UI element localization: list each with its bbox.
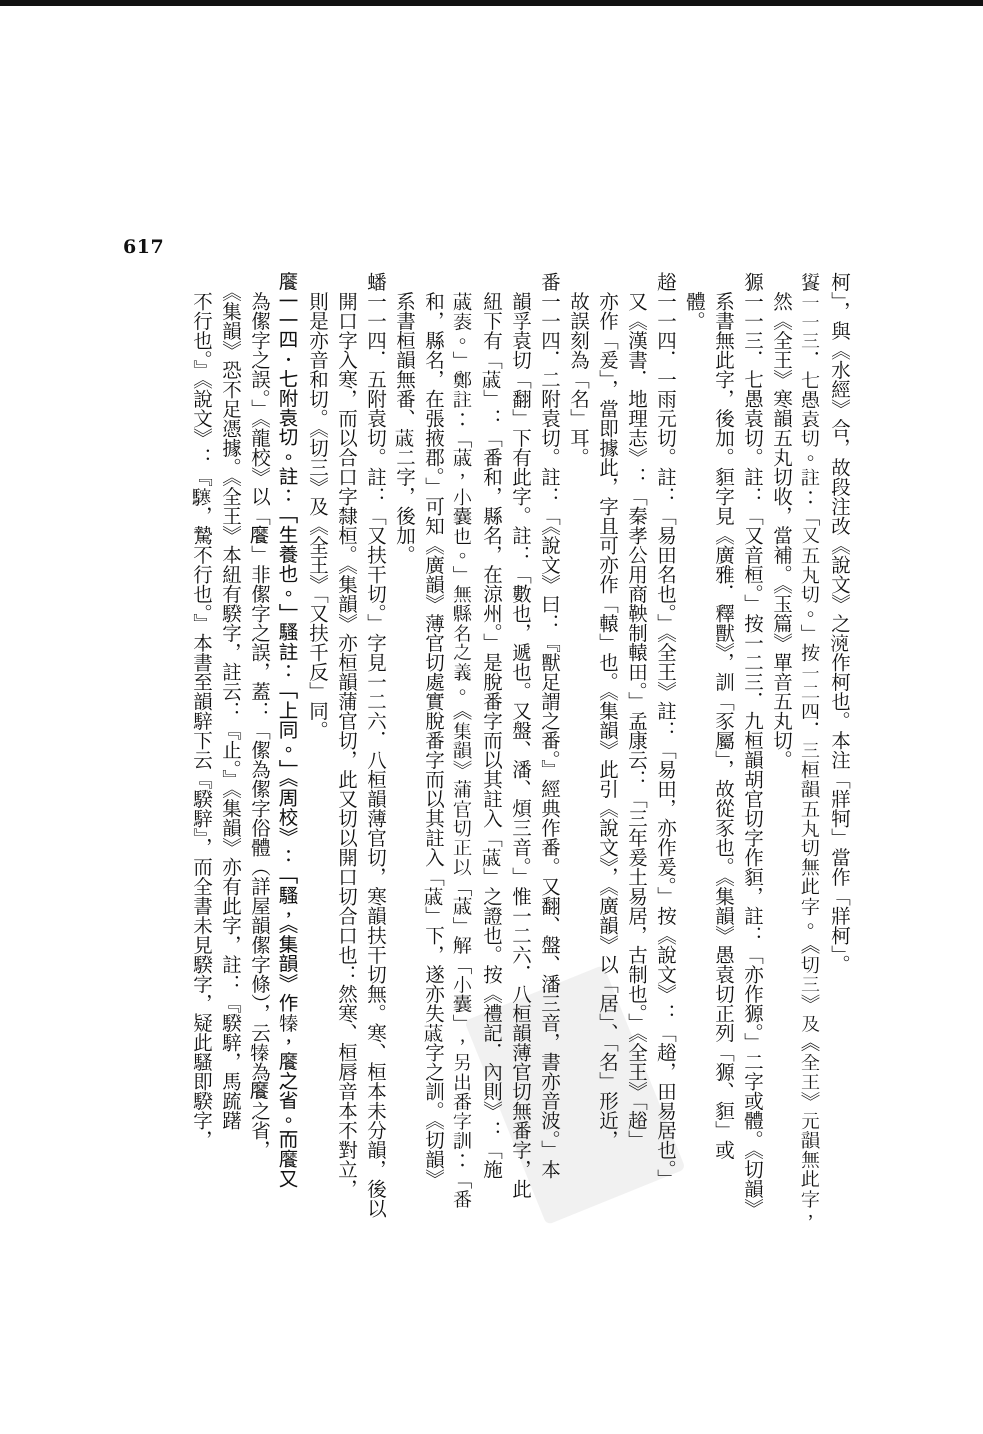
text-column: 開口字入寒，而以合口字隸桓。《集韻》亦桓韻蒲官切，此又切以開口切合口也：然寒、桓唇音本不對立，: [335, 272, 358, 1199]
text-column: 不行也。』《說文》：『𩦊，騺不行也。』本書至韻騂下云『騤騂』，而全書未見騤字，疑此騷即騤字，: [190, 272, 213, 1150]
text-column: 亦作「爰」，當即據此，字且可亦作「轅」也。《集韻》此引《說文》，《廣韻》以「居」、「名」形近，: [596, 272, 619, 1150]
page-number: 617: [123, 236, 165, 258]
text-column: 䞱一一四．一雨元切。註：「易田名也。」《全王》註：「易田，亦作爰。」按《說文》：「䞱，田易居也。」: [654, 272, 677, 1189]
text-column: 故誤刻為「名」耳。: [567, 272, 590, 467]
text-column: 𩜾一一三．七愚袁切。註：「又五丸切。」按一二四．三桓韻五丸切無此字。《切三》及《全王》元韻無此字，: [799, 272, 822, 1228]
text-column: 韻孚袁切「翻」下有此字。註：「數也，遞也。又盤、潘、煩三音。」惟一二六．八桓韻薄官切無番字，此: [509, 272, 532, 1199]
text-column: 𦸗袠。」鄭註：「𦸗，小囊也。」無縣名之義。《集韻》蒲官切正以「𦸗」解「小囊」，另出番字訓：「番: [451, 272, 474, 1208]
text-column: 又《漢書．地理志》：「秦孝公用商鞅制轅田。」孟康云：「三年爰土易居，古制也。」《全王》「䞱」: [625, 272, 648, 1150]
text-column: 為𠎧字之誤。」《龍校》以「𩞁」非𠎧字之誤，蓋：「𠎧為𠎧字俗體（詳屋韻𠎧字條），云𤚩為𩞁之省，: [248, 272, 271, 1160]
text-column: 蟠一一四．五附袁切。註：「又扶干切。」字見一二六．八桓韻薄官切，寒韻扶干切無。寒、桓本未分韻，後以: [364, 272, 387, 1218]
text-column: 番一一四．二附袁切。註：「《說文》曰：『獸足謂之番。』經典作番。又翻、盤、潘三音，書亦音波。」本: [538, 272, 561, 1179]
text-column: 系書無此字，後加。貆字見《廣雅．釋獸》，訓「豕屬」，故從豕也。《集韻》愚袁切正列「獂、貆」或: [712, 272, 735, 1160]
text-column: 柯」，與《水經》合，故段注改《說文》之𣶑作柯也。本注「牂牱」當作「牂柯」。: [828, 272, 851, 974]
text-column: 和，縣名，在張掖郡。」可知《廣韻》薄官切處實脫番字而以其註入「𦸗」下，遂亦失𦸗字之訓。《切韻》: [422, 272, 445, 1189]
text-column: 然《全王》寒韻五丸切收，當補。《玉篇》單音五丸切。: [770, 272, 793, 770]
text-column: 則是亦音和切。《切三》及《全王》「又扶千反」同。: [306, 272, 329, 740]
text-column: 紐下有「𦸗」：「番和，縣名，在涼州。」是脫番字而以其註入「𦸗」之證也。按《禮記．內則》：「施: [480, 272, 503, 1179]
top-rule: [0, 0, 983, 6]
text-column: 體。: [683, 272, 706, 331]
text-column: 𩞁一一四．七附袁切。註：「生養也。」騷註：「上同。」《周校》：「騷，《集韻》作𤚩，𩞁之省。而𩞁又: [277, 272, 300, 1189]
text-column: 《集韻》恐不足憑據。《全王》本紐有騤字，註云：『止。』《集韻》亦有此字，註：『騤騂，馬䟽躇: [219, 272, 242, 1130]
text-column: 獂一一三．七愚袁切。註：「又音桓。」按一二三．九桓韻胡官切字作貆，註：「亦作獂。」二字或體。《切韻》: [741, 272, 764, 1218]
text-column: 系書桓韻無番、𦸗二字，後加。: [393, 272, 416, 565]
